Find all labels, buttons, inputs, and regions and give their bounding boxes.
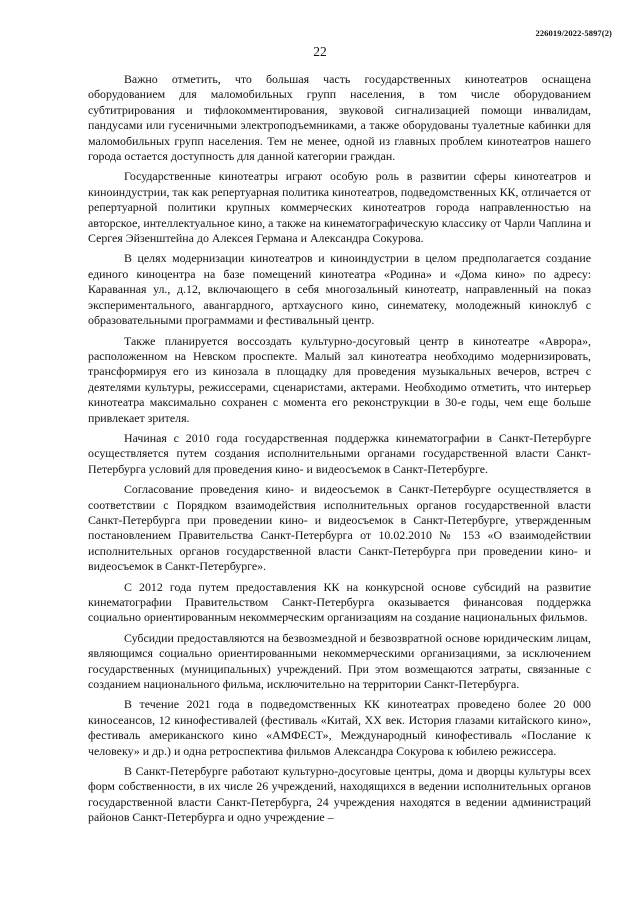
paragraph: Также планируется воссоздать культурно-досуговый центр в кинотеатре «Аврора», расположенном на Невском проспекте. Малый зал кинотеатра необходимо модернизировать, трансформируя его из кинозала в площадку для проведения музыкальных вечеров, встреч с деятелями культуры, режиссерами, сценаристами, актерами. Необходимо отметить, что интерьер кинотеатра максимально сохранен с момента его реконструкции в 30-е годы, чем еще больше привлекает зрителя. (88, 333, 591, 425)
paragraph: С 2012 года путем предоставления КК на конкурсной основе субсидий на развитие кинематографии Правительством Санкт-Петербурга оказывается финансовая поддержка социально ориентированным некоммерческим организациям на создание национальных фильмов. (88, 579, 591, 625)
paragraph: В течение 2021 года в подведомственных КК кинотеатрах проведено более 20 000 киносеансов, 12 кинофестивалей (фестиваль «Китай, XX век. История глазами китайского кино», фестиваль американского кино «АМФЕСТ», Международный кинофестиваль «Послание к человеку» и др.) и одна ретроспектива фильмов Александра Сокурова к юбилею режиссера. (88, 697, 591, 758)
document-registration-number: 226019/2022-5897(2) (535, 28, 612, 38)
paragraph: Важно отметить, что большая часть государственных кинотеатров оснащена оборудованием для маломобильных групп населения, в том числе оборудованием субтитрирования и тифлокомментирования, звуковой сигнализацией помощи инвалидам, пандусами или гусеничными электроподъемниками, а также оборудованы туалетные кабинки для маломобильных групп населения. Тем не менее, одной из главных проблем кинотеатров нашего города остается доступность для данной категории граждан. (88, 72, 591, 164)
paragraph: В целях модернизации кинотеатров и киноиндустрии в целом предполагается создание единого киноцентра на базе помещений кинотеатра «Родина» и «Дома кино» по адресу: Караванная ул., д.12, включающего в себя многозальный кинотеатр, направленный на показ экспериментального, авангардного, артхаусного кино, синематеку, молодежный киноклуб с образовательными программами и фестивальный центр. (88, 251, 591, 328)
page-number: 22 (313, 44, 327, 59)
paragraph: Субсидии предоставляются на безвозмездной и безвозвратной основе юридическим лицам, являющимся социально ориентированными некоммерческими организациями, за исключением государственных (муниципальных) учреждений. При этом возмещаются затраты, связанные с созданием национального фильма, исключительно на территории Санкт-Петербурга. (88, 630, 591, 692)
paragraph: Начиная с 2010 года государственная поддержка кинематографии в Санкт-Петербурге осуществляется путем создания исполнительными органами государственной власти Санкт-Петербурга условий для проведения кино- и видеосъемок в Санкт-Петербурге. (88, 430, 591, 476)
paragraph: Согласование проведения кино- и видеосъемок в Санкт-Петербурге осуществляется в соответствии с Порядком взаимодействия исполнительных органов государственной власти Санкт-Петербурга при проведении кино- и видеосъемок в Санкт-Петербурге, утвержденным постановлением Правительства Санкт-Петербурга от 10.02.2010 № 153 «О взаимодействии исполнительных органов государственной власти Санкт-Петербурга при проведении кино- и видеосъемок в Санкт-Петербурге». (88, 482, 591, 574)
document-body (88, 72, 591, 831)
paragraph: В Санкт-Петербурге работают культурно-досуговые центры, дома и дворцы культуры всех форм собственности, в их числе 26 учреждений, находящихся в ведении исполнительных органов государственной власти Санкт-Петербурга, 24 учреждения находятся в ведении администраций районов Санкт-Петербурга и одно учреждение – (88, 764, 591, 825)
paragraph: Государственные кинотеатры играют особую роль в развитии сферы кинотеатров и киноиндустрии, так как репертуарная политика кинотеатров, подведомственных КК, отличается от репертуарной политики крупных коммерческих кинотеатров города направленностью на авторское, интеллектуальное кино, а также на кинематографическую классику от Чарли Чаплина и Сергея Эйзенштейна до Алексея Германа и Александра Сокурова. (88, 169, 591, 246)
